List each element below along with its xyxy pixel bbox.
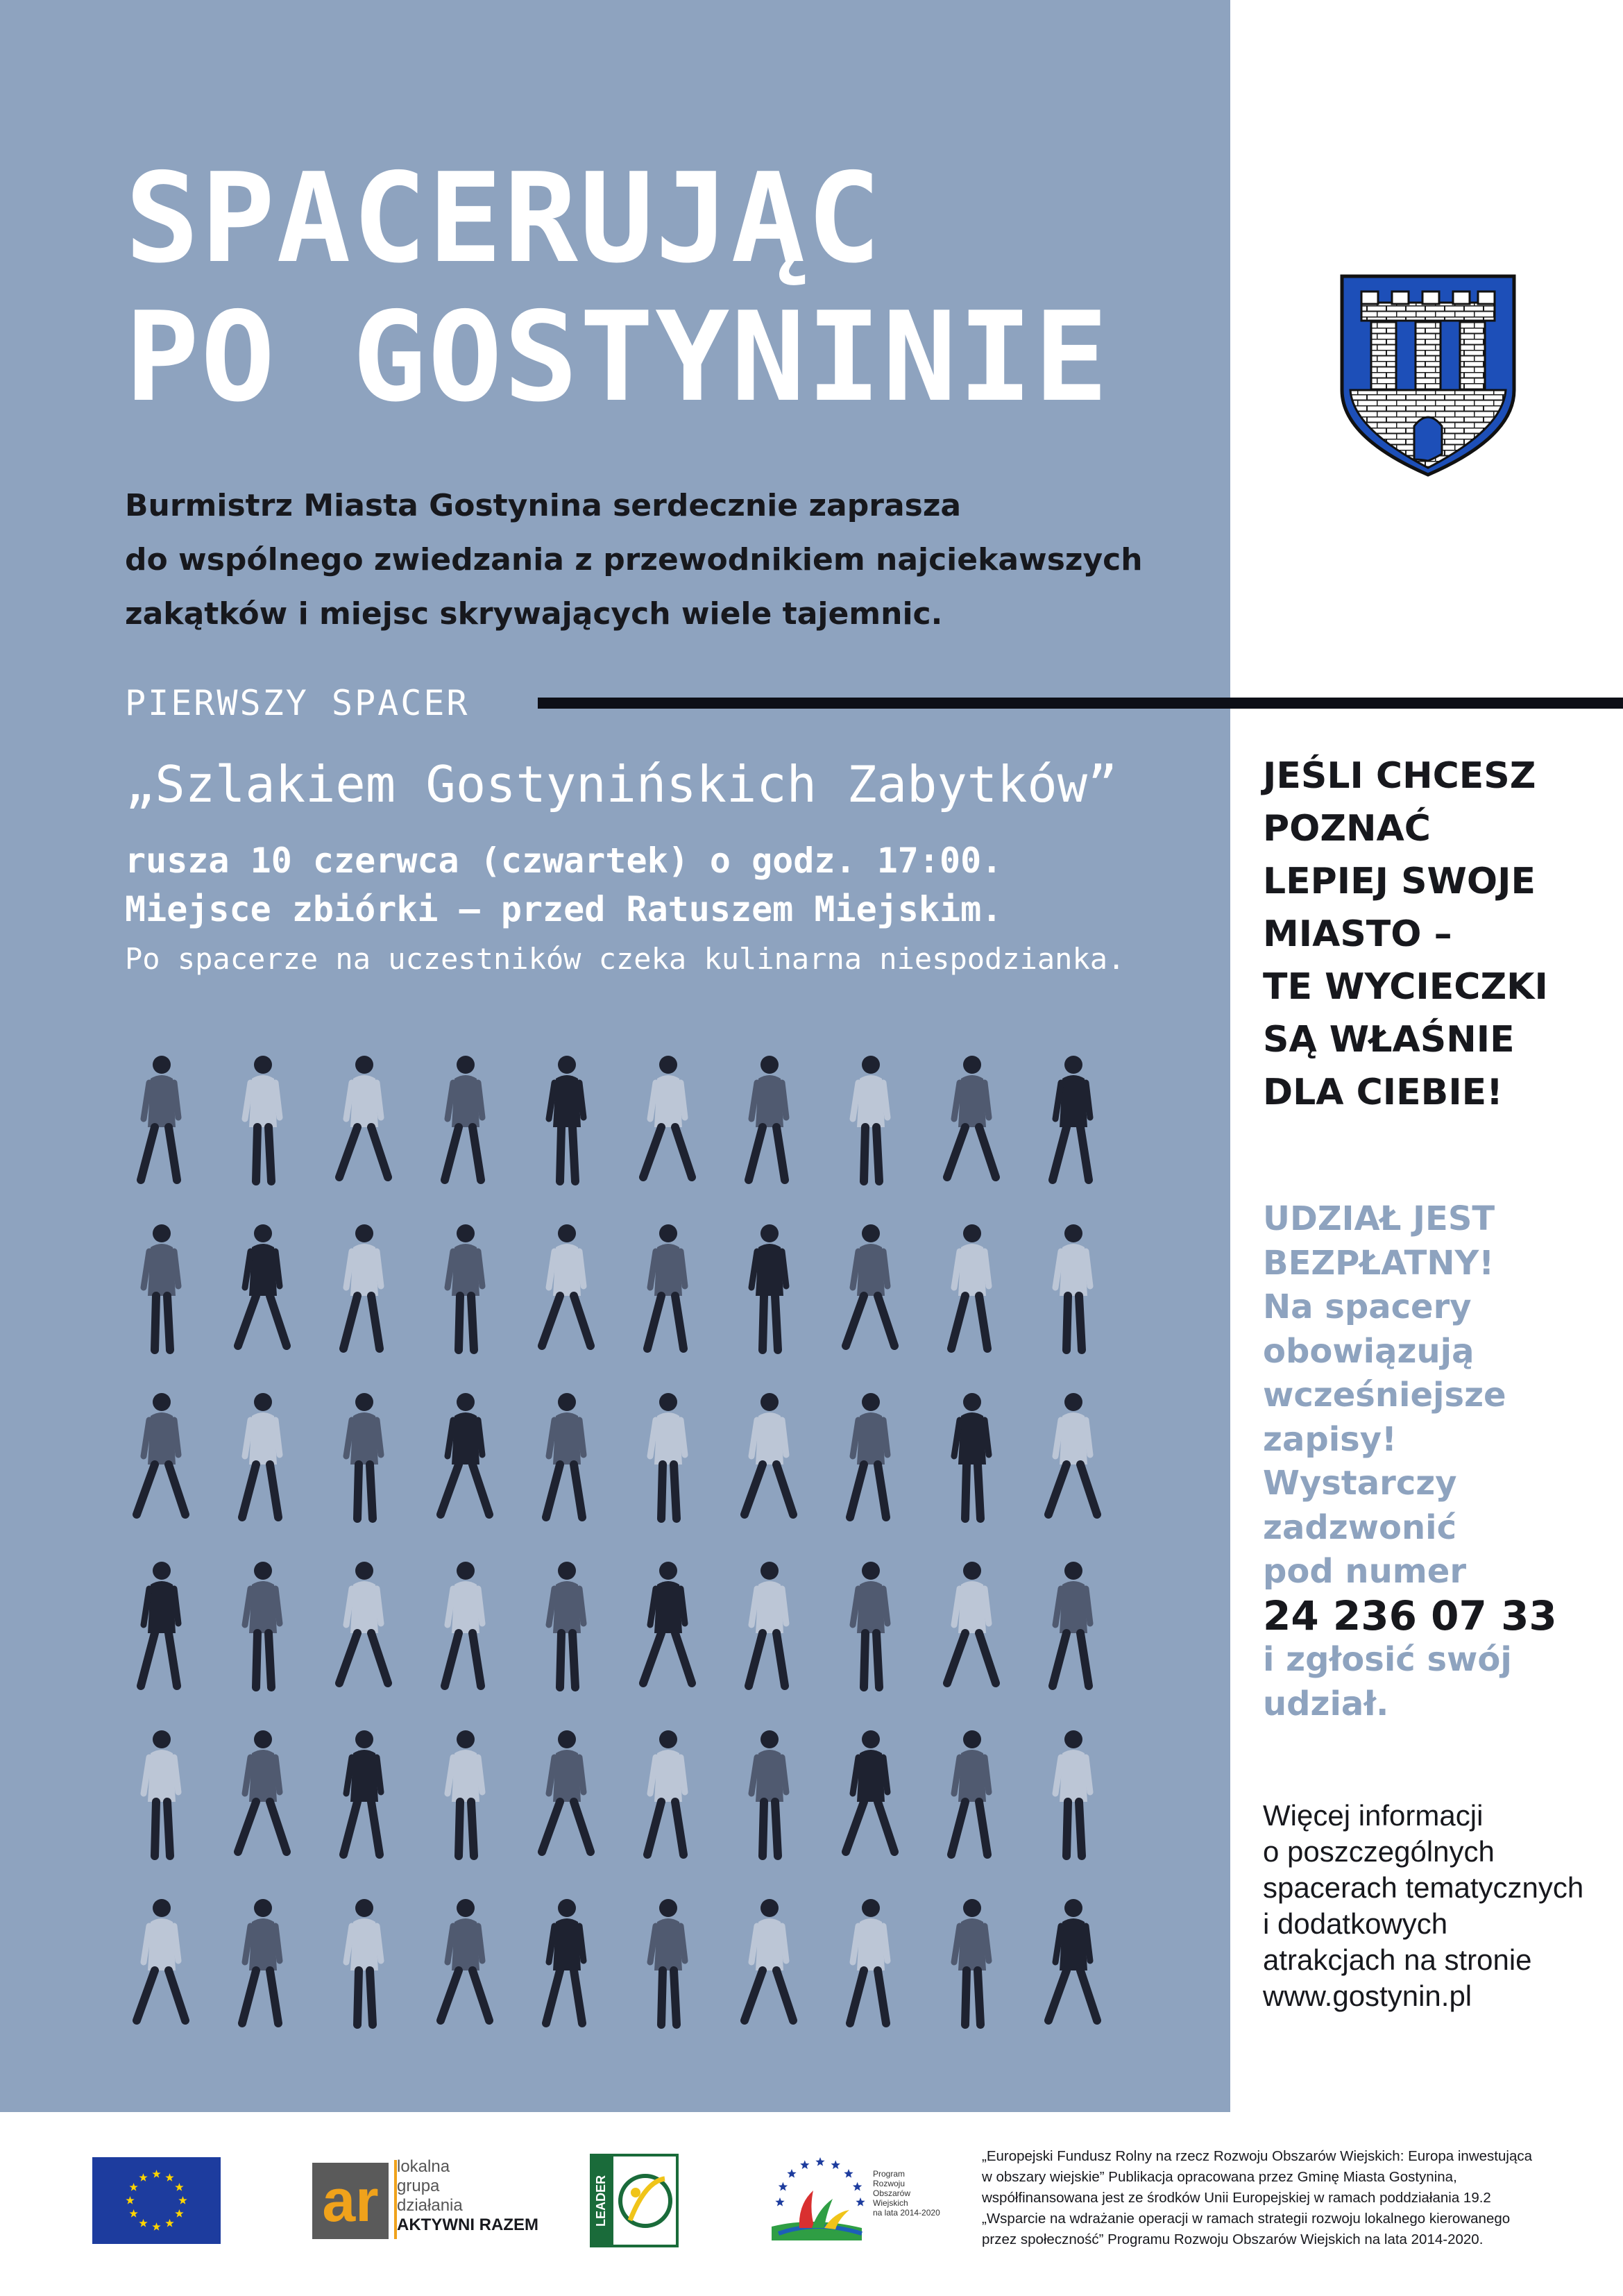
signup-line: i zgłosić swój (1263, 1640, 1512, 1679)
info-line: atrakcjach na stronie (1263, 1943, 1532, 1976)
walking-person-figure (650, 1899, 685, 2025)
signup-line: pod numer (1263, 1552, 1466, 1591)
walking-person-figure (546, 1393, 584, 1517)
walking-person-figure (1055, 1730, 1090, 1856)
walking-person-figure (441, 1393, 489, 1514)
walking-person-figure (643, 1056, 692, 1177)
cta-line: TE WYCIECZKI (1263, 966, 1548, 1008)
walk-date-line: rusza 10 czerwca (czwartek) o godz. 17:00. (125, 841, 1003, 881)
walking-person-figure (1055, 1224, 1090, 1350)
disclaimer-line: przez społeczność” Programu Rozwoju Obszarów Wiejskich na lata 2014-2020. (982, 2231, 1484, 2247)
walking-person-figure (947, 1562, 996, 1683)
funding-disclaimer (982, 2146, 1606, 2250)
walking-person-figure (549, 1056, 584, 1181)
signup-line: BEZPŁATNY! (1263, 1243, 1495, 1283)
walking-person-figure (1053, 1562, 1090, 1686)
walking-person-figure (749, 1562, 786, 1686)
walk-title: „Szlakiem Gostynińskich Zabytków” (125, 755, 1118, 813)
lgd-line-2: grupa (397, 2177, 440, 2195)
signup-line: obowiązują (1263, 1331, 1475, 1371)
signup-line: zadzwonić (1263, 1508, 1457, 1547)
walking-person-figure (954, 1393, 989, 1519)
call-to-action (1263, 750, 1610, 1119)
walking-person-figure (749, 1056, 786, 1180)
walking-person-figure (141, 1562, 178, 1686)
walking-person-figure (137, 1393, 185, 1514)
walking-person-figure (745, 1899, 793, 2020)
walking-person-figure (954, 1899, 989, 2025)
walking-people-illustration (111, 1041, 1124, 2054)
disclaimer-line: w obszary wiejskie” Publikacja opracowana przez Gminę Miasta Gostynina, (982, 2169, 1457, 2185)
gostynin-coat-of-arms (1338, 272, 1518, 480)
cta-line: SĄ WŁAŚNIE (1263, 1019, 1515, 1061)
walking-person-figure (853, 1562, 887, 1687)
prow-star-icon (815, 2157, 824, 2166)
leader-logo (590, 2154, 679, 2247)
signup-line: wcześniejsze (1263, 1376, 1506, 1415)
walking-person-figure (339, 1056, 388, 1177)
prow-line: Wiejskich (873, 2198, 908, 2208)
website-link[interactable]: www.gostynin.pl (1263, 1980, 1472, 2012)
walking-person-figure (745, 1393, 793, 1514)
walking-person-figure (853, 1056, 887, 1181)
lgd-line-1: lokalna (397, 2157, 450, 2176)
walking-person-figure (245, 1056, 280, 1181)
prow-star-icon (853, 2182, 862, 2191)
lgd-text (397, 2157, 538, 2235)
info-line: Więcej informacji (1263, 1799, 1484, 1832)
walking-person-figure (643, 1562, 692, 1683)
walking-person-figure (238, 1730, 287, 1852)
signup-line: UDZIAŁ JEST (1263, 1199, 1495, 1238)
walking-person-figure (947, 1056, 996, 1177)
lgd-line-3: działania (397, 2196, 463, 2215)
walking-person-figure (441, 1899, 489, 2020)
walking-person-figure (647, 1224, 685, 1349)
walking-person-figure (751, 1730, 786, 1856)
walking-person-figure (751, 1224, 786, 1350)
walking-person-figure (445, 1562, 482, 1686)
walking-person-figure (951, 1224, 989, 1349)
cta-line: LEPIEJ SWOJE (1263, 861, 1536, 902)
walking-person-figure (542, 1224, 590, 1346)
cta-line: DLA CIEBIE! (1263, 1072, 1503, 1113)
walk-label: PIERWSZY SPACER (125, 683, 470, 723)
walking-person-figure (144, 1224, 178, 1350)
prow-line: Rozwoju (873, 2179, 906, 2188)
walking-person-figure (144, 1730, 178, 1856)
walking-person-figure (850, 1393, 887, 1517)
walking-person-figure (245, 1562, 280, 1687)
walking-person-figure (445, 1056, 482, 1180)
signup-line: Wystarczy (1263, 1464, 1457, 1503)
walking-person-figure (650, 1393, 685, 1519)
walking-person-figure (951, 1730, 989, 1855)
prow-star-icon (800, 2160, 809, 2169)
prow-line: Obszarów (873, 2188, 911, 2198)
walking-person-figure (343, 1224, 381, 1349)
prow-star-icon (856, 2197, 865, 2206)
walking-person-figure (242, 1899, 280, 2023)
walking-person-figure (1048, 1899, 1097, 2020)
title-line-1: SPACERUJĄC (125, 146, 883, 290)
prow-star-icon (779, 2182, 788, 2191)
walk-surprise-note: Po spacerze na uczestników czeka kulinarna niespodzianka. (125, 942, 1125, 976)
disclaimer-line: współfinansowana jest ze środków Unii Europejskiej w ramach poddziałania 19.2 (982, 2190, 1491, 2206)
section-divider (538, 698, 1623, 709)
more-info (1263, 1798, 1610, 2014)
walking-person-figure (1053, 1056, 1090, 1180)
prow-line: na lata 2014-2020 (873, 2208, 940, 2218)
disclaimer-line: „Europejski Fundusz Rolny na rzecz Rozwoju Obszarów Wiejskich: Europa inwestująca (982, 2148, 1532, 2164)
cta-line: POZNAĆ (1263, 808, 1431, 850)
walking-person-figure (346, 1393, 381, 1519)
walking-person-figure (238, 1224, 287, 1346)
intro-text (125, 479, 1207, 641)
lgd-monogram: ar (322, 2168, 379, 2234)
walk-meeting-point: Miejsce zbiórki – przed Ratuszem Miejskim. (125, 889, 1003, 929)
prow-star-icon (775, 2197, 784, 2206)
eu-flag-logo (92, 2157, 221, 2244)
walking-person-figure (346, 1899, 381, 2025)
leader-text: LEADER (594, 2175, 608, 2227)
walking-person-figure (542, 1730, 590, 1852)
intro-line-1: Burmistrz Miasta Gostynina serdecznie zaprasza (125, 488, 962, 523)
walking-person-figure (546, 1899, 584, 2023)
signup-line: Na spacery (1263, 1288, 1472, 1326)
walking-person-figure (549, 1562, 584, 1687)
walking-person-figure (339, 1562, 388, 1683)
cta-line: JEŚLI CHCESZ (1263, 755, 1536, 797)
walking-person-figure (850, 1899, 887, 2023)
intro-line-2: do wspólnego zwiedzania z przewodnikiem najciekawszych (125, 542, 1143, 577)
prow-text (873, 2169, 940, 2218)
walking-person-figure (846, 1730, 894, 1852)
prow-star-icon (844, 2169, 853, 2178)
prow-star-icon (787, 2169, 796, 2178)
walking-person-figure (141, 1056, 178, 1180)
poster-title (125, 146, 1110, 429)
walking-person-figure (647, 1730, 685, 1855)
cta-line: MIASTO – (1263, 913, 1452, 955)
intro-line-3: zakątków i miejsc skrywających wiele tajemnic. (125, 596, 943, 632)
title-line-2: PO GOSTYNINIE (125, 285, 1110, 429)
info-line: spacerach tematycznych (1263, 1871, 1584, 1904)
walking-person-figure (846, 1224, 894, 1346)
prow-line: Program (873, 2169, 906, 2179)
signup-info (1263, 1197, 1610, 1726)
lgd-name: AKTYWNI RAZEM (397, 2215, 538, 2234)
prow-star-icon (831, 2160, 840, 2169)
walking-person-figure (448, 1224, 482, 1350)
walking-person-figure (448, 1730, 482, 1856)
disclaimer-line: „Wsparcie na wdrażanie operacji w ramach strategii rozwoju lokalnego kierowanego (982, 2211, 1511, 2227)
walking-person-figure (242, 1393, 280, 1517)
walking-person-figure (137, 1899, 185, 2020)
phone-number: 24 236 07 33 (1263, 1592, 1557, 1639)
signup-line: zapisy! (1263, 1419, 1397, 1459)
info-line: i dodatkowych (1263, 1907, 1448, 1940)
signup-line: udział. (1263, 1684, 1389, 1723)
info-line: o poszczególnych (1263, 1835, 1495, 1868)
walking-person-figure (1048, 1393, 1097, 1514)
walking-person-figure (343, 1730, 381, 1855)
